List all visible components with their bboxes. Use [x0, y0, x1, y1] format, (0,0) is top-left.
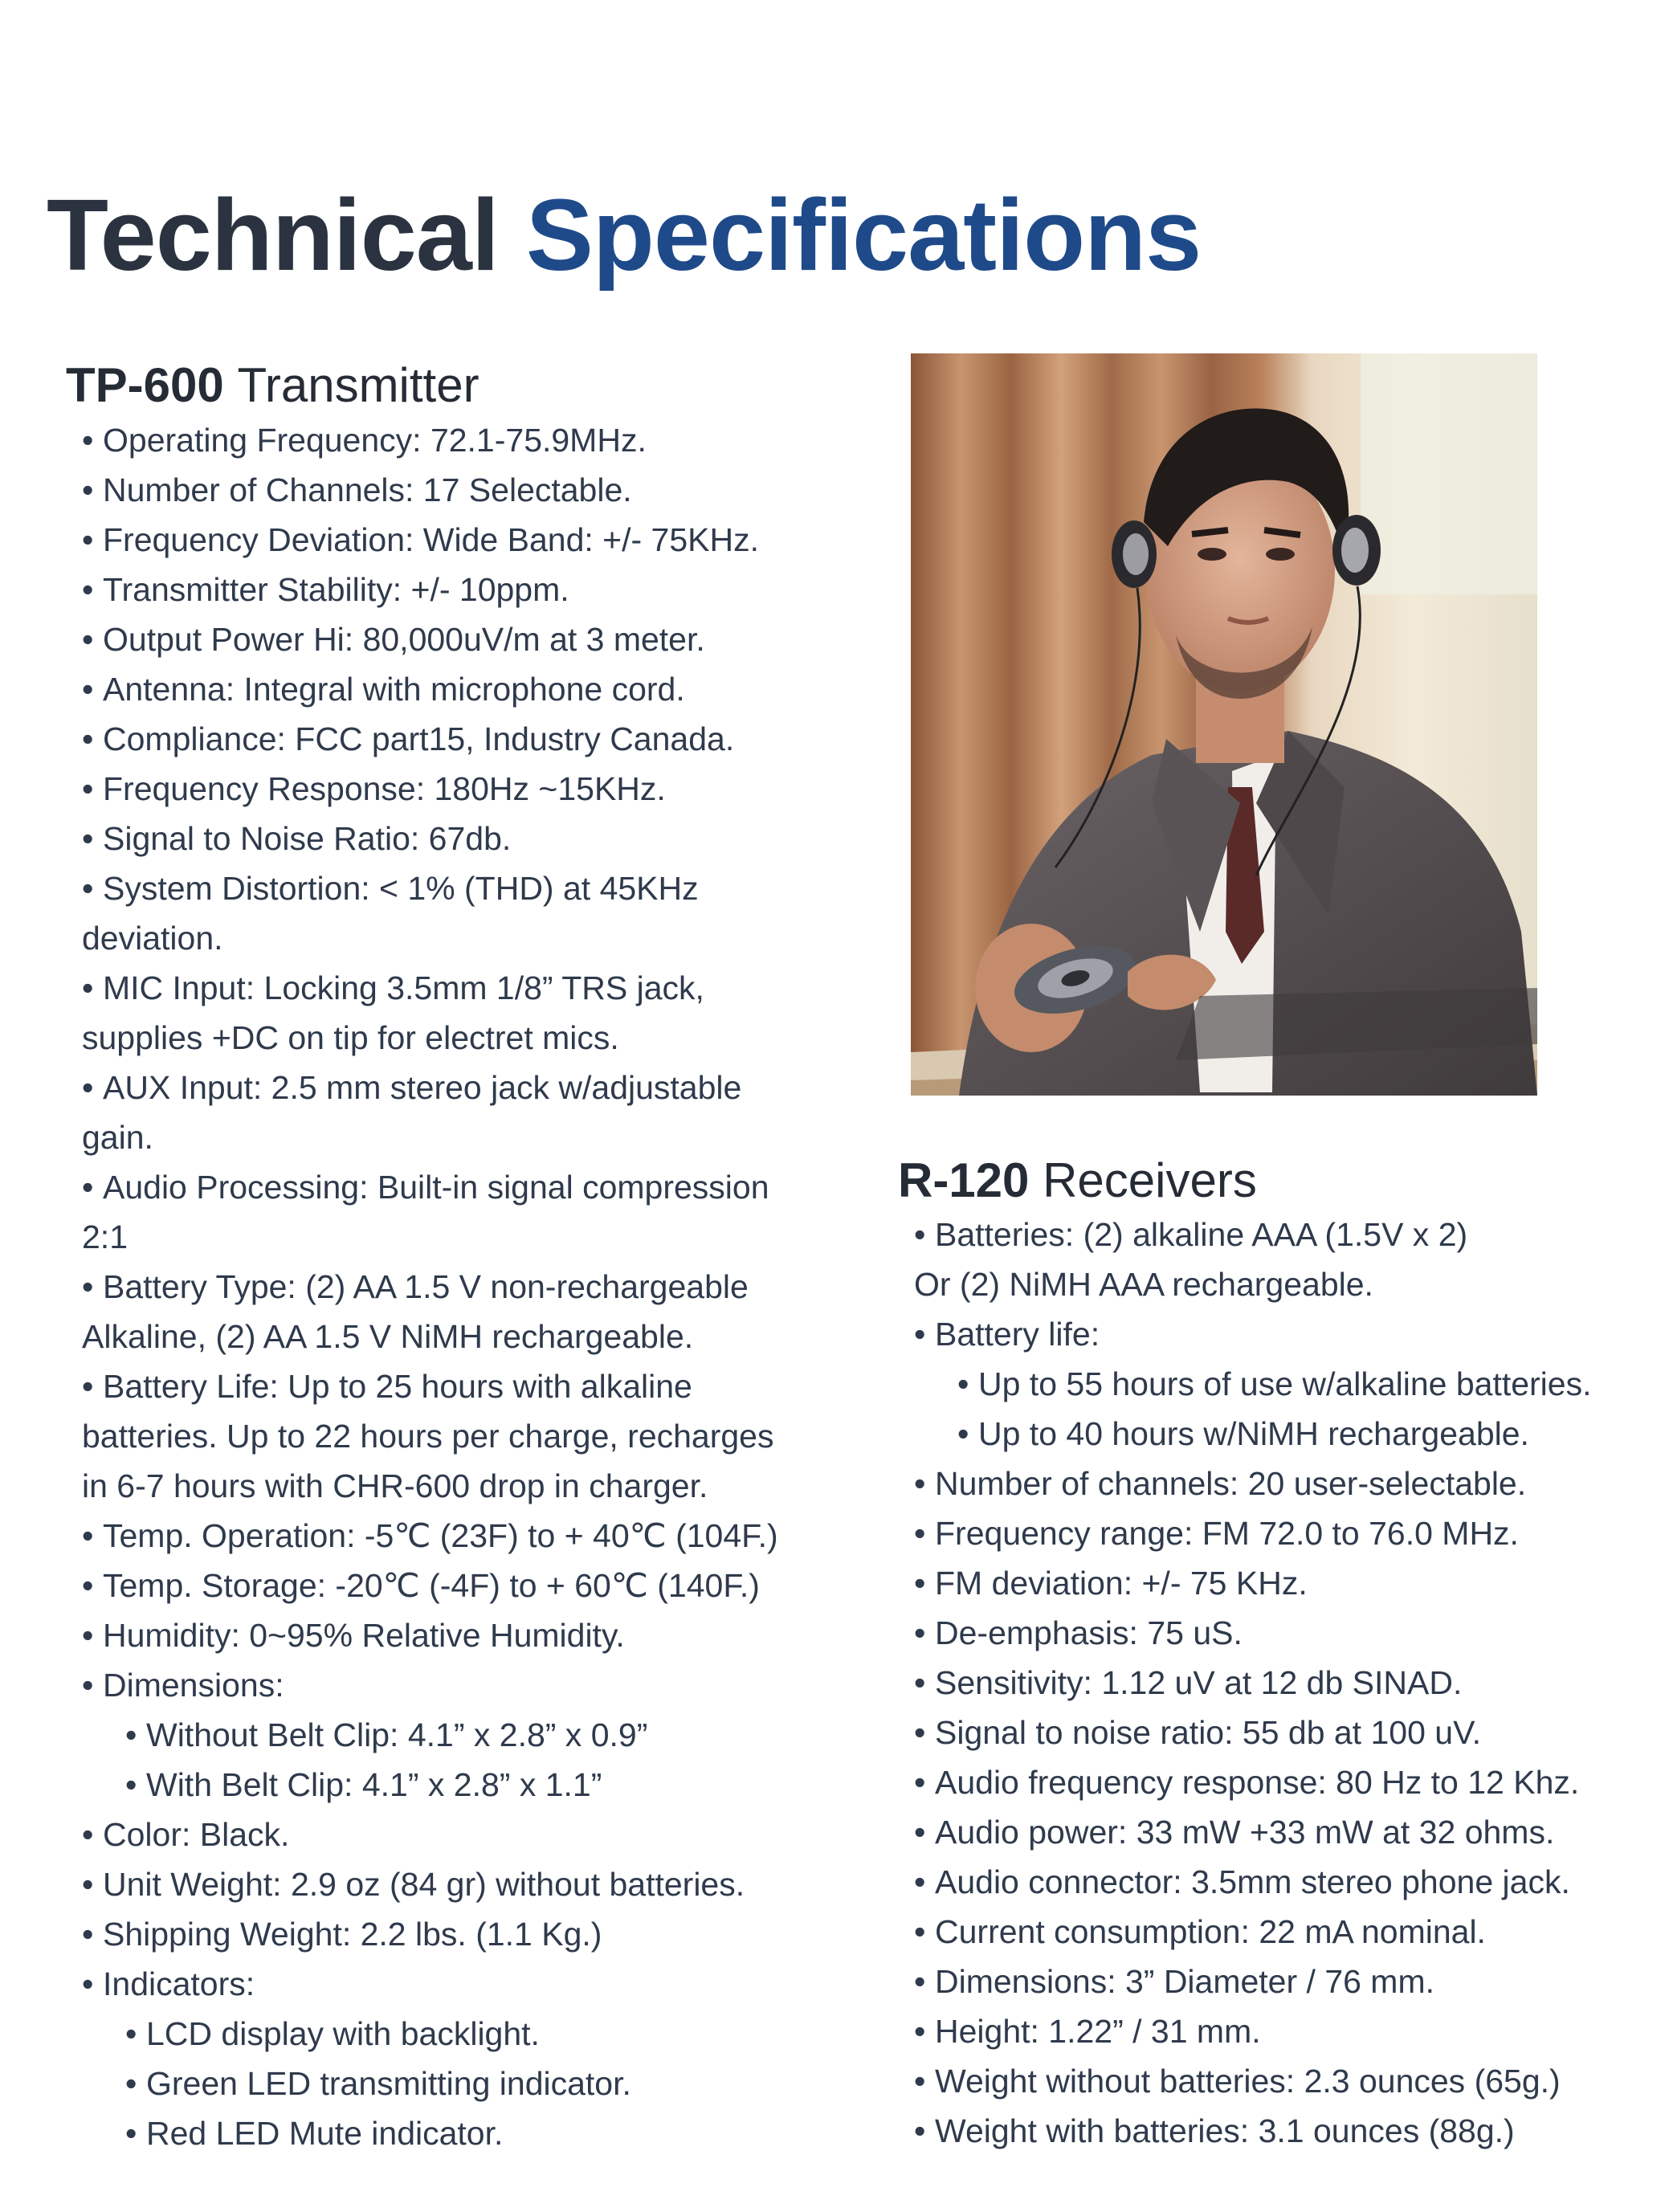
spec-sub-item: [82, 2009, 789, 2059]
bullet-icon: •: [82, 1667, 94, 1704]
spec-text: Humidity: 0~95% Relative Humidity.: [103, 1617, 625, 1654]
bullet-icon: •: [82, 1268, 94, 1305]
spec-text: Or (2) NiMH AAA rechargeable.: [914, 1266, 1373, 1303]
spec-item: [82, 1063, 789, 1162]
spec-text: Dimensions:: [103, 1667, 284, 1704]
bullet-icon: •: [125, 2115, 137, 2152]
bullet-icon: •: [914, 1614, 926, 1651]
spec-item: [914, 2006, 1637, 2056]
spec-item: [914, 1259, 1637, 1309]
man-with-headphones-image: [911, 353, 1537, 1096]
spec-sub-item: [82, 2059, 789, 2108]
spec-item: [82, 1361, 789, 1511]
spec-text: Audio Processing: Built-in signal compression 2:1: [82, 1169, 769, 1255]
spec-item: [82, 415, 789, 465]
spec-text: Number of channels: 20 user-selectable.: [935, 1465, 1527, 1502]
transmitter-name: Transmitter: [237, 358, 479, 412]
bullet-icon: •: [82, 1965, 94, 2002]
bullet-icon: •: [914, 1216, 926, 1253]
spec-item: [82, 664, 789, 714]
spec-text: Unit Weight: 2.9 oz (84 gr) without batteries.: [103, 1866, 745, 1903]
bullet-icon: •: [125, 2065, 137, 2102]
bullet-icon: •: [82, 422, 94, 459]
spec-item: [82, 963, 789, 1063]
page-title-word-2: Specifications: [525, 178, 1202, 292]
spec-item: [82, 515, 789, 565]
spec-text: Indicators:: [103, 1965, 255, 2002]
bullet-icon: •: [914, 2013, 926, 2050]
bullet-icon: •: [82, 770, 94, 807]
spec-item: [82, 863, 789, 963]
spec-text: Up to 40 hours w/NiMH rechargeable.: [978, 1415, 1529, 1452]
page-title-word-1: Technical: [47, 178, 499, 292]
spec-item: [914, 1757, 1637, 1807]
spec-text: Weight with batteries: 3.1 ounces (88g.): [935, 2112, 1515, 2149]
spec-text: Audio frequency response: 80 Hz to 12 Khz.: [935, 1764, 1580, 1801]
spec-sub-item: [82, 1760, 789, 1810]
spec-text: Up to 55 hours of use w/alkaline batteries.: [978, 1365, 1592, 1402]
spec-item: [82, 1959, 789, 2009]
spec-text: AUX Input: 2.5 mm stereo jack w/adjustable gain.: [82, 1069, 742, 1156]
bullet-icon: •: [914, 1913, 926, 1950]
spec-text: De-emphasis: 75 uS.: [935, 1614, 1243, 1651]
spec-item: [914, 1807, 1637, 1857]
bullet-icon: •: [82, 1368, 94, 1405]
bullet-icon: •: [914, 1714, 926, 1751]
spec-text: Frequency Deviation: Wide Band: +/- 75KHz.: [103, 521, 759, 558]
bullet-icon: •: [82, 1617, 94, 1654]
spec-item: [914, 1508, 1637, 1558]
spec-text: Green LED transmitting indicator.: [146, 2065, 631, 2102]
spec-item: [82, 1511, 789, 1561]
bullet-icon: •: [125, 1716, 137, 1753]
spec-text: Dimensions: 3” Diameter / 76 mm.: [935, 1963, 1435, 2000]
transmitter-section-title: [66, 357, 479, 414]
bullet-icon: •: [82, 671, 94, 708]
spec-sub-item: [914, 1359, 1637, 1409]
bullet-icon: •: [82, 820, 94, 857]
spec-text: Frequency range: FM 72.0 to 76.0 MHz.: [935, 1515, 1519, 1552]
page-title: [47, 175, 1201, 296]
spec-text: Compliance: FCC part15, Industry Canada.: [103, 720, 735, 757]
spec-text: System Distortion: < 1% (THD) at 45KHz deviation.: [82, 870, 699, 957]
spec-text: Audio connector: 3.5mm stereo phone jack.: [935, 1863, 1570, 1900]
receiver-model: R-120: [898, 1153, 1030, 1207]
spec-text: FM deviation: +/- 75 KHz.: [935, 1565, 1308, 1602]
bullet-icon: •: [914, 1863, 926, 1900]
bullet-icon: •: [82, 1816, 94, 1853]
spec-sub-item: [914, 1409, 1637, 1459]
spec-text: Current consumption: 22 mA nominal.: [935, 1913, 1486, 1950]
bullet-icon: •: [125, 1766, 137, 1803]
spec-text: Weight without batteries: 2.3 ounces (65g.): [935, 2063, 1561, 2100]
spec-item: [82, 1810, 789, 1859]
bullet-icon: •: [82, 1916, 94, 1953]
spec-text: Red LED Mute indicator.: [146, 2115, 504, 2152]
spec-text: Without Belt Clip: 4.1” x 2.8” x 0.9”: [146, 1716, 648, 1753]
spec-text: Color: Black.: [103, 1816, 290, 1853]
spec-text: Sensitivity: 1.12 uV at 12 db SINAD.: [935, 1664, 1463, 1701]
bullet-icon: •: [914, 1764, 926, 1801]
receiver-spec-list: [914, 1210, 1637, 2156]
spec-text: Battery Type: (2) AA 1.5 V non-rechargeable Alkaline, (2) AA 1.5 V NiMH rechargeable.: [82, 1268, 749, 1355]
bullet-icon: •: [957, 1415, 969, 1452]
receiver-section-title: [898, 1153, 1257, 1209]
spec-text: Signal to noise ratio: 55 db at 100 uV.: [935, 1714, 1482, 1751]
bullet-icon: •: [82, 720, 94, 757]
spec-text: With Belt Clip: 4.1” x 2.8” x 1.1”: [146, 1766, 602, 1803]
spec-item: [914, 1857, 1637, 1907]
spec-text: Batteries: (2) alkaline AAA (1.5V x 2): [935, 1216, 1468, 1253]
spec-item: [914, 2106, 1637, 2156]
spec-item: [914, 1658, 1637, 1708]
spec-text: Frequency Response: 180Hz ~15KHz.: [103, 770, 666, 807]
spec-item: [914, 2056, 1637, 2106]
spec-sub-item: [82, 2108, 789, 2158]
bullet-icon: •: [914, 1814, 926, 1851]
spec-text: Antenna: Integral with microphone cord.: [103, 671, 685, 708]
spec-text: Temp. Storage: -20℃ (-4F) to + 60℃ (140F.): [103, 1567, 760, 1604]
spec-sub-item: [82, 1710, 789, 1760]
spec-item: [914, 1459, 1637, 1508]
bullet-icon: •: [914, 1465, 926, 1502]
bullet-icon: •: [82, 1866, 94, 1903]
spec-text: Operating Frequency: 72.1-75.9MHz.: [103, 422, 647, 459]
spec-item: [82, 565, 789, 614]
transmitter-spec-list: [82, 415, 789, 2158]
spec-text: Audio power: 33 mW +33 mW at 32 ohms.: [935, 1814, 1555, 1851]
spec-text: Height: 1.22” / 31 mm.: [935, 2013, 1261, 2050]
bullet-icon: •: [82, 870, 94, 907]
spec-item: [914, 1608, 1637, 1658]
spec-text: Output Power Hi: 80,000uV/m at 3 meter.: [103, 621, 705, 658]
spec-item: [82, 764, 789, 814]
receiver-name: Receivers: [1043, 1153, 1257, 1207]
spec-item: [914, 1907, 1637, 1957]
bullet-icon: •: [914, 1963, 926, 2000]
spec-item: [82, 1162, 789, 1262]
spec-item: [82, 614, 789, 664]
spec-item: [914, 1210, 1637, 1259]
spec-item: [914, 1708, 1637, 1757]
spec-text: MIC Input: Locking 3.5mm 1/8” TRS jack, supplies +DC on tip for electret mics.: [82, 969, 704, 1056]
spec-item: [914, 1558, 1637, 1608]
bullet-icon: •: [957, 1365, 969, 1402]
bullet-icon: •: [914, 1316, 926, 1353]
bullet-icon: •: [82, 1567, 94, 1604]
spec-text: Signal to Noise Ratio: 67db.: [103, 820, 512, 857]
spec-item: [82, 465, 789, 515]
bullet-icon: •: [82, 1069, 94, 1106]
spec-text: Battery life:: [935, 1316, 1100, 1353]
spec-item: [82, 1859, 789, 1909]
spec-item: [82, 1660, 789, 1710]
spec-text: Transmitter Stability: +/- 10ppm.: [103, 571, 569, 608]
bullet-icon: •: [82, 1517, 94, 1554]
bullet-icon: •: [914, 1565, 926, 1602]
spec-item: [914, 1957, 1637, 2006]
bullet-icon: •: [82, 571, 94, 608]
bullet-icon: •: [82, 471, 94, 508]
bullet-icon: •: [914, 2063, 926, 2100]
spec-item: [82, 1561, 789, 1610]
spec-item: [82, 714, 789, 764]
spec-item: [82, 1909, 789, 1959]
bullet-icon: •: [914, 1515, 926, 1552]
bullet-icon: •: [82, 969, 94, 1006]
spec-text: Shipping Weight: 2.2 lbs. (1.1 Kg.): [103, 1916, 602, 1953]
spec-text: Temp. Operation: -5℃ (23F) to + 40℃ (104F.): [103, 1517, 778, 1554]
bullet-icon: •: [914, 2112, 926, 2149]
bullet-icon: •: [82, 521, 94, 558]
bullet-icon: •: [125, 2015, 137, 2052]
spec-item: [82, 814, 789, 863]
transmitter-model: TP-600: [66, 358, 224, 412]
spec-text: LCD display with backlight.: [146, 2015, 540, 2052]
bullet-icon: •: [914, 1664, 926, 1701]
product-photo: [911, 353, 1537, 1096]
spec-item: [82, 1262, 789, 1361]
spec-item: [82, 1610, 789, 1660]
bullet-icon: •: [82, 621, 94, 658]
bullet-icon: •: [82, 1169, 94, 1206]
spec-text: Number of Channels: 17 Selectable.: [103, 471, 632, 508]
spec-text: Battery Life: Up to 25 hours with alkaline batteries. Up to 22 hours per charge, recharges in 6-7 hours with CHR-600 drop in charger.: [82, 1368, 774, 1504]
spec-item: [914, 1309, 1637, 1359]
